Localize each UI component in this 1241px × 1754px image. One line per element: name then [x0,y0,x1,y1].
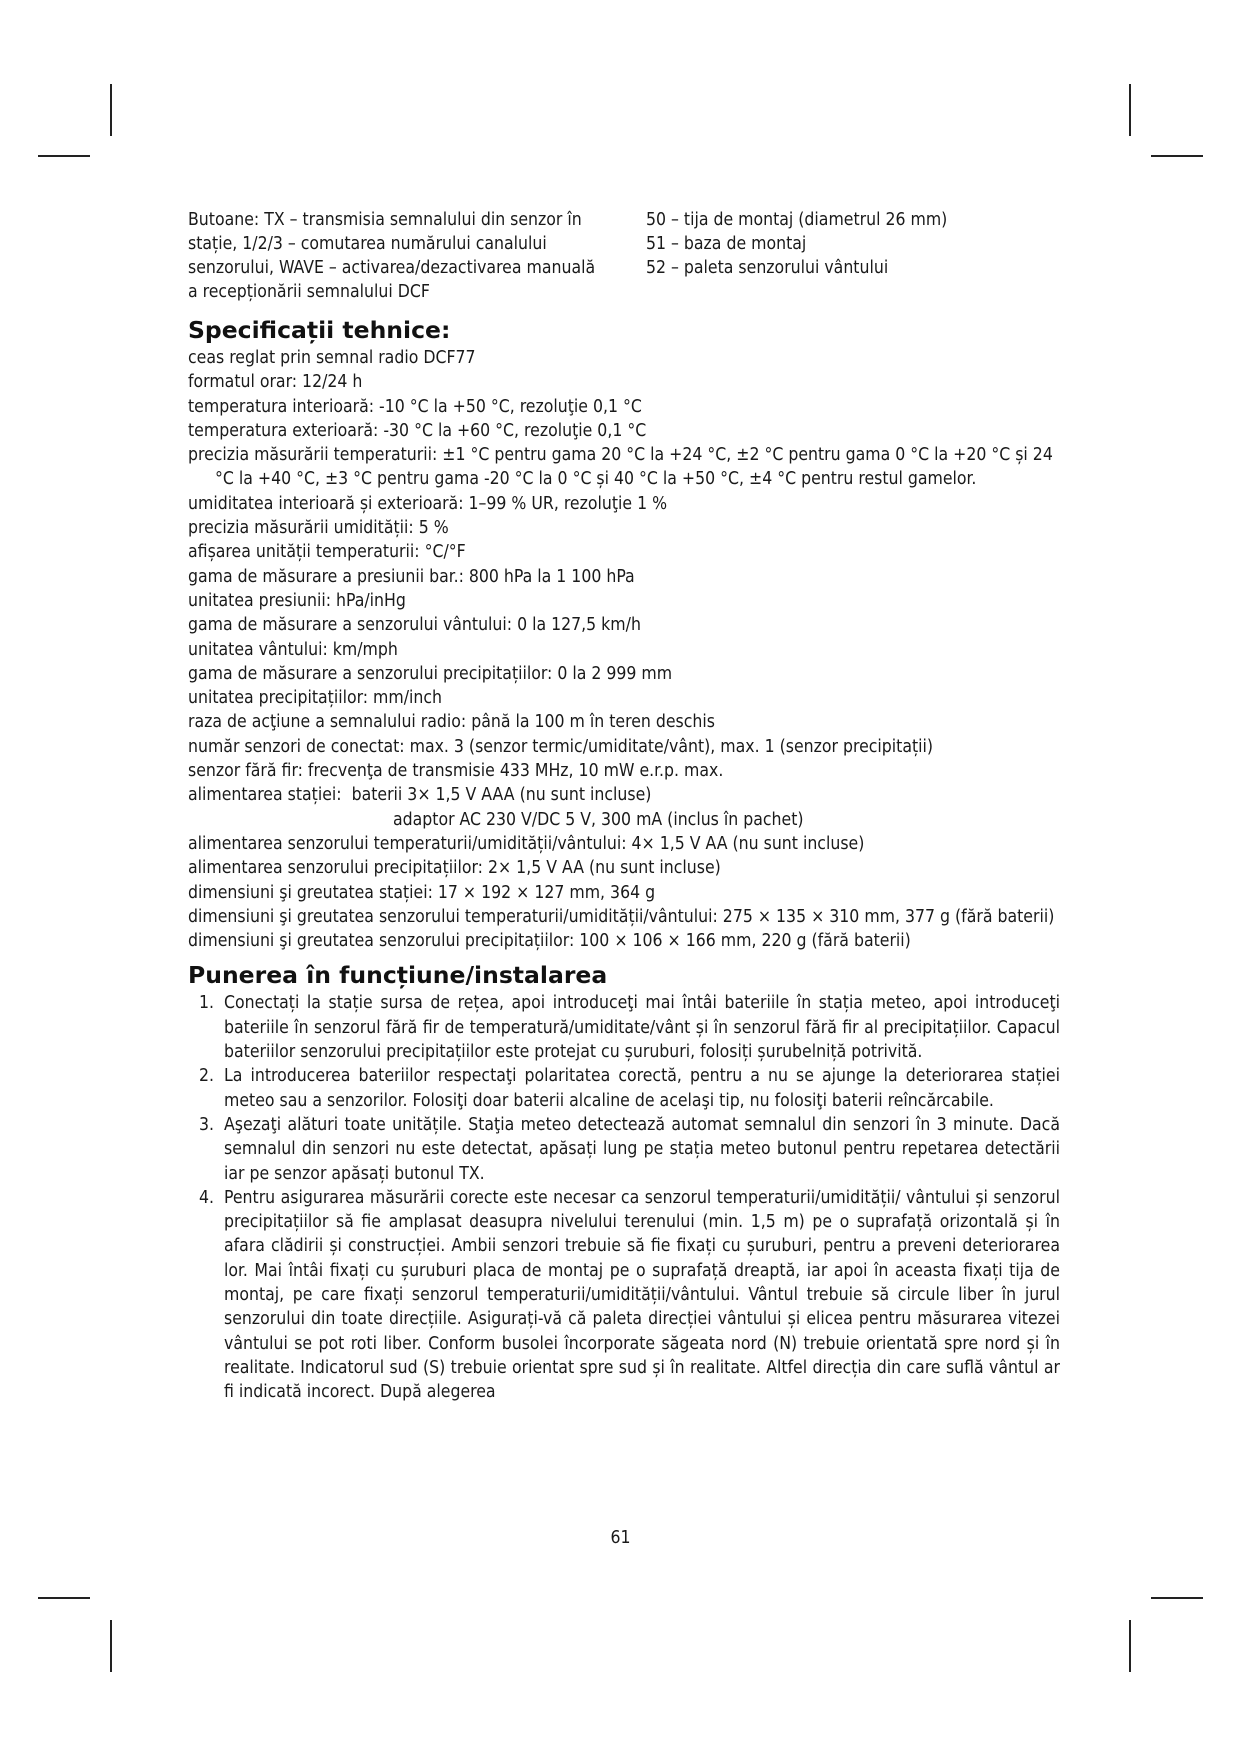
spec-item: unitatea precipitațiilor: mm/inch [188,688,443,709]
install-step [188,1064,1060,1113]
step-number: 3. [199,1114,215,1135]
install-step [188,991,1060,1064]
spec-item: temperatura interioară: -10 °C la +50 °C, rezoluţie 0,1 °C [188,396,642,417]
spec-item: număr senzori de conectat: max. 3 (senzor termic/umiditate/vânt), max. 1 (senzor precipitații) [188,736,934,757]
spec-item: unitatea vântului: km/mph [188,639,398,660]
spec-item: gama de măsurare a senzorului vântului: 0 la 127,5 km/h [188,615,641,636]
spec-item-power-station [188,783,1060,832]
install-heading: Punerea în funcțiune/instalarea [188,961,608,990]
step-text: Aşezaţi alături toate unitățile. Staţia meteo detectează automat semnalul din senzori în 3 minute. Dacă semnalul din senzori nu este detectat, apăsați lung pe stația meteo butonul pentru repetarea detectării iar pe senzor apăsați butonul TX. [224,1114,1060,1184]
specs-heading: Specificații tehnice: [188,316,451,344]
spec-item: gama de măsurare a senzorului precipitațiilor: 0 la 2 999 mm [188,663,673,684]
spec-item: senzor fără fir: frecvenţa de transmisie 433 MHz, 10 mW e.r.p. max. [188,761,724,782]
buttons-description: Butoane: TX – transmisia semnalului din senzor în stație, 1/2/3 – comutarea numărului canalului senzorului, WAVE – activarea/dezactivarea manuală a recepționării semnalului DCF [188,210,596,302]
step-number: 1. [199,993,215,1014]
spec-item: precizia măsurării temperaturii: ±1 °C pentru gama 20 °C la +24 °C, ±2 °C pentru gama 0 °C la +20 °C și 24 °C la +40 °C, ±3 °C pentru gama -20 °C la 0 °C și 40 °C la +50 °C, ±4 °C pentru restul gamelor. [188,445,1053,490]
crop-mark-bottom-left-horizontal [38,1597,90,1599]
step-text: Pentru asigurarea măsurării corecte este necesar ca senzorul temperaturii/umidității/ vântului și senzorul precipitațiilor să fie amplasat deasupra nivelului terenului (min. 1,5 m) pe o suprafață orizontală și în afara clădirii și construcției. Ambii senzori trebuie să fie fixați cu șuruburi, pentru a preveni deteriorarea lor. Mai întâi fixați cu șuruburi placa de montaj pe o suprafață dreaptă, iar apoi în aceasta fixați tija de montaj, pe care fixați senzorul temperaturii/umidității/vântului. Vântul trebuie să circule liber în jurul senzorului din toate direcțiile. Asigurați-vă că paleta direcției vântului și elicea pentru măsurarea vitezei vântului se pot roti liber. Conform busolei încorporate săgeata nord (N) trebuie orientată spre nord și în realitate. Indicatorul sud (S) trebuie orientat spre sud și în realitate. Altfel direcția din care suflă vântul ar fi indicată incorect. După alegerea [224,1187,1060,1403]
spec-item: umiditatea interioară și exterioară: 1–99 % UR, rezoluţie 1 % [188,493,668,514]
parts-list [646,208,1066,280]
crop-mark-top-left-vertical [110,84,112,136]
page-content [188,208,1060,1404]
crop-mark-top-left-horizontal [38,155,90,157]
spec-item: temperatura exterioară: -30 °C la +60 °C, rezoluţie 0,1 °C [188,420,647,441]
spec-item: raza de acţiune a semnalului radio: până la 100 m în teren deschis [188,712,715,733]
part-item: 52 – paleta senzorului vântului [646,258,889,278]
spec-item: dimensiuni şi greutatea senzorului precipitațiilor: 100 × 106 × 166 mm, 220 g (fără baterii) [188,931,911,952]
part-item: 50 – tija de montaj (diametrul 26 mm) [646,210,948,230]
crop-mark-bottom-right-horizontal [1151,1597,1203,1599]
spec-item: formatul orar: 12/24 h [188,372,363,393]
spec-item: dimensiuni şi greutatea senzorului temperaturii/umidității/vântului: 275 × 135 × 310 mm, 377 g (fără baterii) [188,906,1055,927]
crop-mark-top-right-horizontal [1151,155,1203,157]
top-section [188,208,1060,314]
spec-item: unitatea presiunii: hPa/inHg [188,590,406,611]
part-item: 51 – baza de montaj [646,234,807,254]
power-station-batteries: baterii 3× 1,5 V AAA (nu sunt incluse) [351,785,652,806]
crop-mark-bottom-left-vertical [110,1620,112,1672]
page-number: 61 [610,1528,631,1548]
spec-item: afișarea unității temperaturii: °C/°F [188,542,466,563]
spec-item: ceas reglat prin semnal radio DCF77 [188,348,476,368]
step-text: Conectați la stație sursa de rețea, apoi introduceţi mai întâi bateriile în stația meteo, apoi introduceţi bateriile în senzorul fără fir de temperatură/umiditate/vânt și în senzorul fără fir al precipitațiilor. Capacul bateriilor senzorului precipitațiilor este protejat cu șuruburi, folosiți șurubelniță potrivită. [224,993,1060,1063]
step-number: 4. [199,1187,215,1208]
spec-item: dimensiuni şi greutatea stației: 17 × 192 × 127 mm, 364 g [188,882,656,903]
crop-mark-top-right-vertical [1129,84,1131,136]
install-step [188,1113,1060,1186]
spec-item: alimentarea senzorului precipitațiilor: 2× 1,5 V AA (nu sunt incluse) [188,858,721,879]
power-station-adapter: adaptor AC 230 V/DC 5 V, 300 mA (inclus în pachet) [393,809,804,830]
specs-list [188,346,1060,953]
spec-item: alimentarea senzorului temperaturii/umidității/vântului: 4× 1,5 V AA (nu sunt incluse) [188,833,865,854]
install-step [188,1186,1060,1405]
spec-item: precizia măsurării umidității: 5 % [188,518,449,539]
step-text: La introducerea bateriilor respectaţi polaritatea corectă, pentru a nu se ajunge la deteriorarea stației meteo sau a senzorilor. Folosiţi doar baterii alcaline de acelaşi tip, nu folosiţi baterii reîncărcabile. [224,1066,1060,1111]
spec-item: gama de măsurare a presiunii bar.: 800 hPa la 1 100 hPa [188,566,635,587]
crop-mark-bottom-right-vertical [1129,1620,1131,1672]
install-steps [188,991,1060,1404]
power-station-label: alimentarea stației: [188,785,342,806]
step-number: 2. [199,1066,215,1087]
